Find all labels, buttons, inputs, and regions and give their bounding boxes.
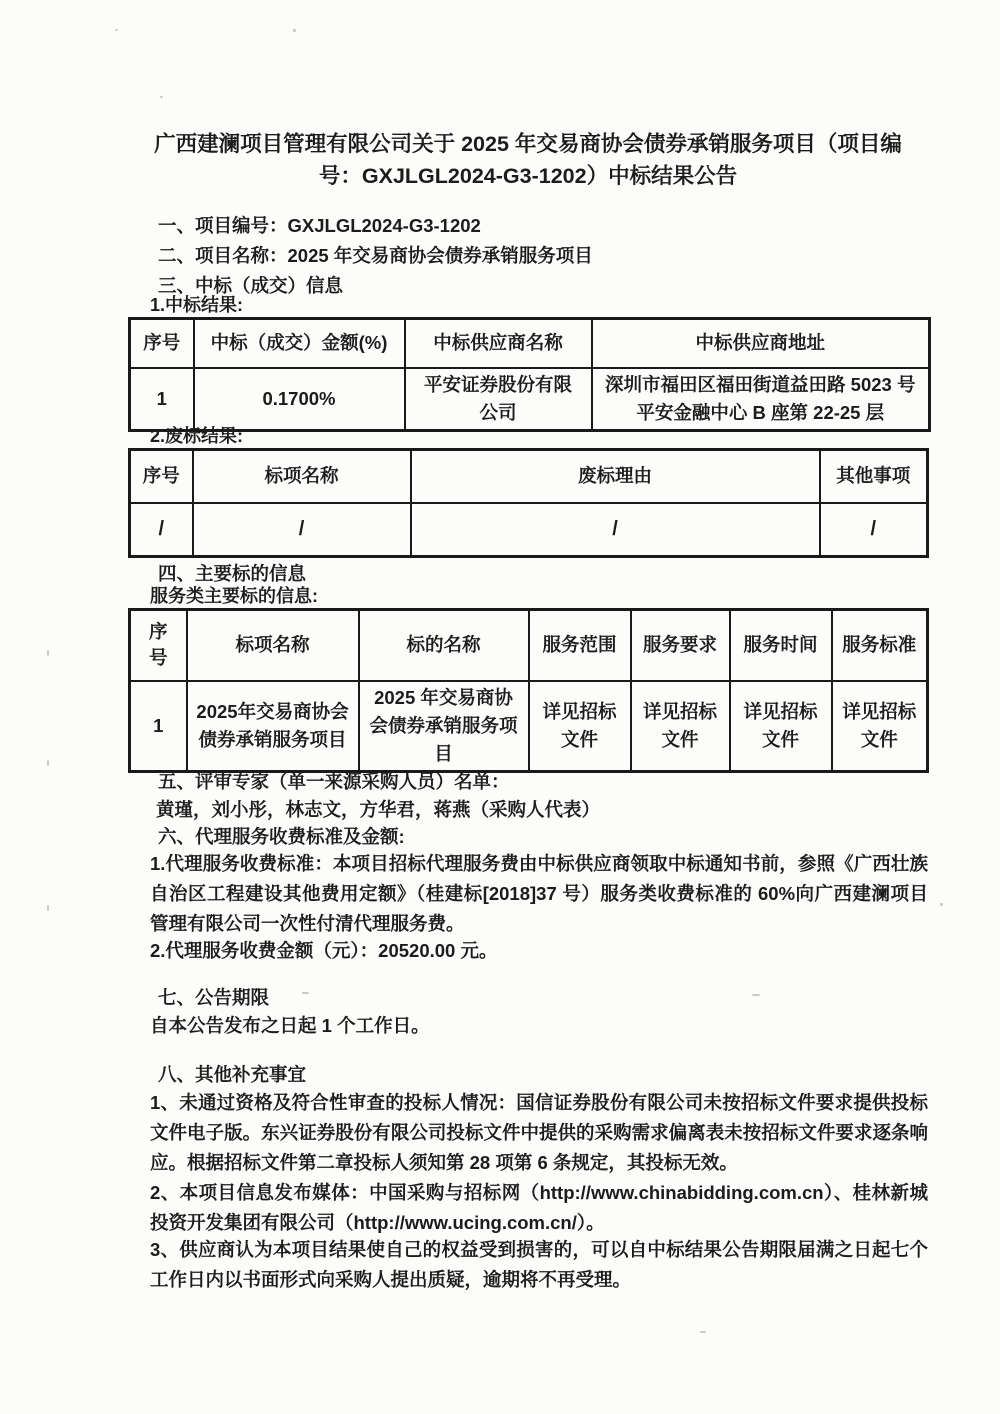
- column-header: 废标理由: [411, 450, 820, 503]
- agency-fee-standard-paragraph: 1.代理服务收费标准：本项目招标代理服务费由中标供应商领取中标通知书前，参照《广西壮族自治区工程建设其他费用定额》（桂建标[2018]37 号）服务类收费标准的 60%向广西建澜项目管理有限公司一次性付清代理服务费。: [150, 853, 928, 934]
- supplementary-item-1: 1、未通过资格及符合性审查的投标人情况：国信证券股份有限公司未按招标文件要求提供投标文件电子版。东兴证券股份有限公司投标文件中提供的采购需求偏离表未按招标文件要求逐条响应。根据招标文件第二章投标人须知第 28 项第 6 条规定，其投标无效。: [150, 1092, 928, 1173]
- column-header: 中标供应商地址: [592, 319, 930, 368]
- section-4-subject-info: 四、主要标的信息: [158, 563, 307, 584]
- table-cell: 1: [130, 681, 187, 772]
- table-cell: 详见招标文件: [832, 681, 928, 772]
- table-cell: 深圳市福田区福田街道益田路 5023 号平安金融中心 B 座第 22-25 层: [592, 368, 930, 431]
- scan-speck: [940, 903, 943, 906]
- award-result-table: [128, 317, 931, 432]
- table-cell: 2025 年交易商协会债券承销服务项目: [359, 681, 529, 772]
- section-3-award-info: 三、中标（成交）信息: [158, 275, 344, 296]
- table-cell: /: [411, 503, 820, 557]
- rejected-result-label: 2.废标结果:: [150, 426, 244, 446]
- scan-speck: [293, 29, 296, 32]
- column-header: 其他事项: [820, 450, 928, 503]
- section-2-project-name: 二、项目名称：2025 年交易商协会债券承销服务项目: [158, 245, 593, 266]
- table-cell: /: [193, 503, 411, 557]
- column-header: 中标（成交）金额(%): [194, 319, 405, 368]
- agency-fee-amount: 2.代理服务收费金额（元）：20520.00 元。: [150, 940, 498, 961]
- scan-speck: [115, 29, 118, 31]
- section-6-agency-fee: 六、代理服务收费标准及金额:: [158, 826, 405, 847]
- scan-speck: [47, 650, 49, 656]
- subject-info-sublabel: 服务类主要标的信息:: [150, 586, 318, 606]
- table-cell: 详见招标文件: [730, 681, 832, 772]
- column-header: 服务要求: [631, 610, 730, 681]
- section-8-supplementary: 八、其他补充事宜: [158, 1064, 307, 1085]
- section-5-experts: 五、评审专家（单一来源采购人员）名单：: [158, 771, 510, 792]
- column-header: 服务标准: [832, 610, 928, 681]
- table-cell: 0.1700%: [194, 368, 405, 431]
- table-cell: 详见招标文件: [631, 681, 730, 772]
- column-header: 序号: [130, 450, 193, 503]
- table-cell: 1: [130, 368, 194, 431]
- column-header: 序号: [130, 610, 187, 681]
- scan-speck: [47, 905, 49, 911]
- subject-info-table: [128, 608, 929, 773]
- section-7-announcement-period: 七、公告期限: [158, 987, 270, 1008]
- scan-speck: [47, 760, 49, 766]
- table-row: [130, 503, 928, 557]
- announcement-period-text: 自本公告发布之日起 1 个工作日。: [150, 1015, 430, 1036]
- column-header: 标项名称: [187, 610, 359, 681]
- column-header: 序号: [130, 319, 194, 368]
- scan-speck: [700, 1331, 706, 1333]
- column-header: 中标供应商名称: [405, 319, 592, 368]
- section-1-project-number: 一、项目编号：GXJLGL2024-G3-1202: [158, 215, 481, 236]
- document-title-line2: 号：GXJLGL2024-G3-1202）中标结果公告: [318, 164, 738, 188]
- column-header: 服务范围: [529, 610, 631, 681]
- document-title-line1: 广西建澜项目管理有限公司关于 2025 年交易商协会债券承销服务项目（项目编: [154, 132, 902, 156]
- column-header: 标项名称: [193, 450, 411, 503]
- supplementary-item-3: 3、供应商认为本项目结果使自己的权益受到损害的，可以自中标结果公告期限届满之日起七个工作日内以书面形式向采购人提出质疑，逾期将不再受理。: [150, 1239, 928, 1290]
- supplementary-item-2: 2、本项目信息发布媒体：中国采购与招标网（http://www.chinabidding.com.cn）、桂林新城投资开发集团有限公司（http://www.ucing.com.cn/）。: [150, 1182, 928, 1233]
- table-cell: /: [130, 503, 193, 557]
- rejected-result-table: [128, 448, 929, 558]
- column-header: 标的名称: [359, 610, 529, 681]
- award-result-label: 1.中标结果:: [150, 295, 244, 315]
- experts-names: 黄瑾，刘小彤，林志文，方华君，蒋燕（采购人代表）: [156, 799, 601, 820]
- table-cell: /: [820, 503, 928, 557]
- table-row: [130, 681, 928, 772]
- table-row: [130, 368, 930, 431]
- column-header: 服务时间: [730, 610, 832, 681]
- document-title: [128, 128, 928, 192]
- scan-speck: [160, 96, 163, 98]
- table-cell: 平安证券股份有限公司: [405, 368, 592, 431]
- table-cell: 2025年交易商协会债券承销服务项目: [187, 681, 359, 772]
- table-cell: 详见招标文件: [529, 681, 631, 772]
